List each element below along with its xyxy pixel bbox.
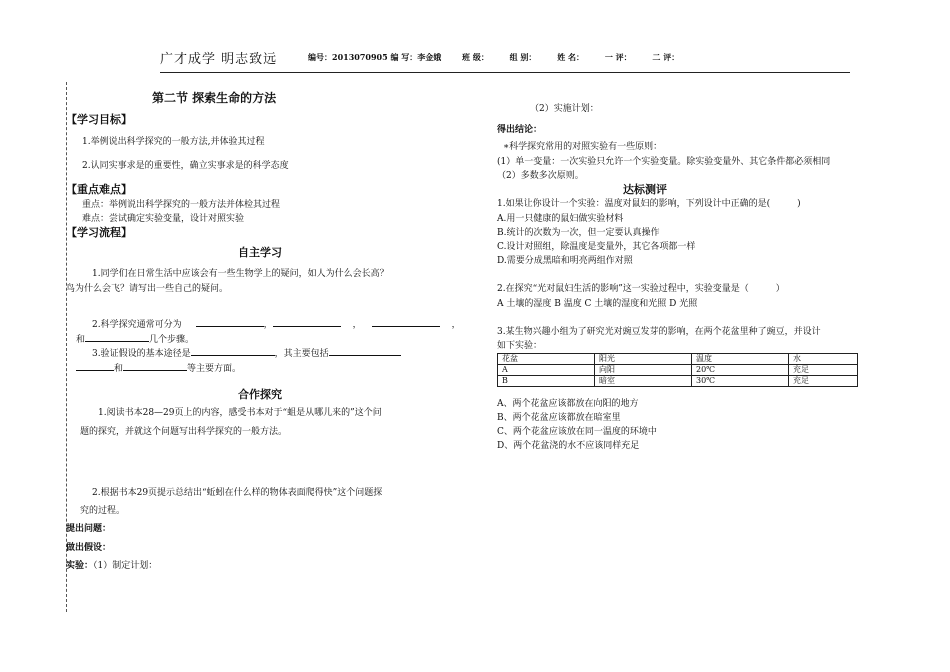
test-q3-option-a: A、两个花盆应该都放在向阳的地方 <box>497 399 639 409</box>
q2-blank-4[interactable] <box>85 332 149 342</box>
table-header: 花盆 <box>498 354 595 365</box>
table-cell: B <box>498 376 595 387</box>
header-field-name: 姓 名： <box>557 52 585 62</box>
coop-1-line-1: 1.阅读书本28—29页上的内容，感受书本对于“蛆是从哪儿来的”这个问 <box>98 408 382 418</box>
q2-and: 和 <box>76 335 86 345</box>
q2-text: 2.科学探究通常可分为 <box>92 320 182 330</box>
coop-1-line-2: 题的探究，并就这个问题写出科学探究的一般方法。 <box>80 427 288 437</box>
principle-intro: ∗科学探究常用的对照实验有一些原则： <box>503 142 663 152</box>
q1-line-2: 鸟为什么会飞？请写出一些自己的疑问。 <box>66 284 229 294</box>
experiment-line <box>66 558 157 571</box>
table-cell: 充足 <box>789 376 858 387</box>
q3-blank-4[interactable] <box>123 361 187 371</box>
coop-2-line-1: 2.根据书本29页提示总结出“蚯蚓在什么样的物体表面爬得快”这个问题探 <box>92 488 383 498</box>
test-q1-option-a: A.用一只健康的鼠妇做实验材料 <box>497 214 624 224</box>
test-q3-line-1: 3.某生物兴趣小组为了研究光对豌豆发芽的影响，在两个花盆里种了豌豆，并设计 <box>497 327 821 337</box>
key-heading: 【重点难点】 <box>66 183 132 196</box>
goal-2: 2.认同实事求是的重要性，确立实事求是的科学态度 <box>82 161 289 171</box>
table-cell: 20℃ <box>692 365 789 376</box>
principle-1: (1）单一变量：一次实验只允许一个实验变量。除实验变量外、其它条件都必须相同 <box>497 157 831 167</box>
table-row <box>498 365 858 376</box>
key-point-1: 重点：举例说出科学探究的一般方法并体检其过程 <box>82 200 281 210</box>
test-q3-option-c: C、两个花盆应该放在同一温度的环境中 <box>497 427 657 437</box>
q2-line-1 <box>92 317 461 330</box>
test-q1-option-c: C.设计对照组，除温度是变量外，其它各项都一样 <box>497 242 696 252</box>
table-cell: A <box>498 365 595 376</box>
flow-heading: 【学习流程】 <box>66 226 132 239</box>
q2-steps: 几个步骤。 <box>149 335 195 345</box>
goal-1: 1.举例说出科学探究的一般方法,并体验其过程 <box>82 137 265 147</box>
test-q2-options: A 土壤的湿度 B 温度 C 土壤的湿度和光照 D 光照 <box>497 299 698 309</box>
q3-blank-1[interactable] <box>191 346 275 356</box>
header-field-code: 编号：2013070905 编 写：李金娥 <box>308 52 442 62</box>
header-field-class: 班 级： <box>462 52 489 62</box>
q3-blank-2[interactable] <box>329 346 401 356</box>
experiment-plan: （1）制定计划： <box>93 561 158 571</box>
q2-sep-2: ， <box>352 320 362 330</box>
test-q3-line-2: 如下实验： <box>497 341 543 351</box>
header-rule <box>160 72 850 73</box>
q2-sep-3: ， <box>451 320 461 330</box>
hypothesis-label: 做出假设： <box>66 543 112 553</box>
experiment-table <box>497 353 858 387</box>
table-header: 水 <box>789 354 858 365</box>
table-cell: 暗室 <box>595 376 692 387</box>
goals-heading: 【学习目标】 <box>66 113 132 126</box>
q2-blank-3[interactable] <box>372 317 440 327</box>
test-q3-option-d: D、两个花盆浇的水不应该同样充足 <box>497 441 640 451</box>
header-field-review2: 二 评： <box>652 52 680 62</box>
test-q3-option-b: B、两个花盆应该都放在暗室里 <box>497 413 621 423</box>
header-field-group: 组 别： <box>509 52 537 62</box>
coop-heading: 合作探究 <box>238 388 282 401</box>
q2-blank-2[interactable] <box>273 317 341 327</box>
q2-line-2 <box>76 332 194 345</box>
table-row <box>498 376 858 387</box>
q3-main: ，其主要包括 <box>274 349 329 359</box>
q3-line-2 <box>76 361 241 374</box>
q2-blank-1[interactable] <box>196 317 264 327</box>
table-cell: 充足 <box>789 365 858 376</box>
test-q1-option-b: B.统计的次数为一次，但一定要认真操作 <box>497 228 660 238</box>
table-header: 温度 <box>692 354 789 365</box>
key-point-2: 难点：尝试确定实验变量，设计对照实验 <box>82 214 245 224</box>
self-study-heading: 自主学习 <box>238 246 282 259</box>
q3-text: 3.验证假设的基本途径是 <box>92 349 191 359</box>
q3-line-1 <box>92 346 401 359</box>
test-heading: 达标测评 <box>623 183 667 196</box>
table-header: 阳光 <box>595 354 692 365</box>
q1-line-1: 1.同学们在日常生活中应该会有一些生物学上的疑问，如人为什么会长高？ <box>92 269 389 279</box>
q2-sep-1: ， <box>263 320 273 330</box>
experiment-label: 实验： <box>66 561 94 571</box>
ask-question-label: 提出问题： <box>66 524 112 534</box>
header-field-review1: 一 评： <box>604 52 632 62</box>
implement-plan: （2）实施计划： <box>530 104 599 114</box>
table-cell: 向阳 <box>595 365 692 376</box>
section-title: 第二节 探索生命的方法 <box>152 91 277 105</box>
table-header-row <box>498 354 858 365</box>
q3-aspects: 等主要方面。 <box>187 364 242 374</box>
header-fields <box>308 52 697 63</box>
coop-2-line-2: 究的过程。 <box>80 506 126 516</box>
test-q2: 2.在探究“光对鼠妇生活的影响”这一实验过程中，实验变量是（ ） <box>497 284 785 294</box>
header-motto: 广才成学 明志致远 <box>160 52 278 67</box>
q3-blank-3[interactable] <box>76 361 114 371</box>
principle-2: （2）多数多次原则。 <box>497 171 584 181</box>
table-cell: 30℃ <box>692 376 789 387</box>
test-q1: 1.如果让你设计一个实验：温度对鼠妇的影响，下列设计中正确的是( ) <box>497 199 801 209</box>
q3-and: 和 <box>114 364 124 374</box>
conclusion-label: 得出结论： <box>497 125 543 135</box>
test-q1-option-d: D.需要分成黑暗和明亮两组作对照 <box>497 256 633 266</box>
